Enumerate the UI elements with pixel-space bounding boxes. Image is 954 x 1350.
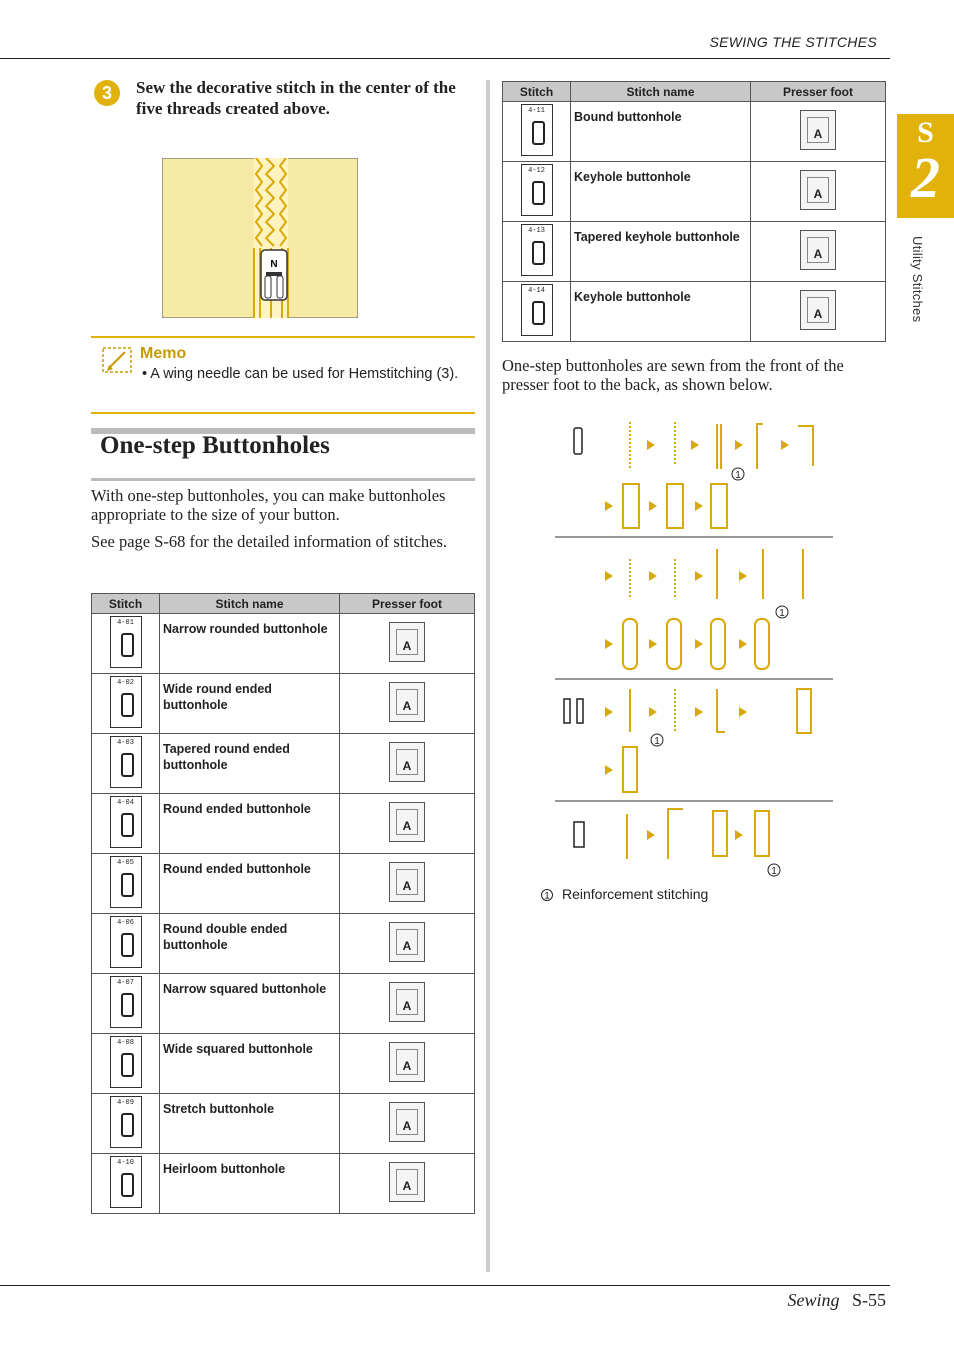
memo-pencil-icon (101, 346, 133, 374)
presser-foot-letter: A (813, 307, 823, 321)
memo-text: • A wing needle can be used for Hemstitching (3). (142, 366, 459, 382)
stitch-cell (503, 102, 571, 162)
stitch-code: 4-09 (117, 1099, 134, 1107)
stitch-name: Round ended buttonhole (160, 794, 340, 854)
presser-foot-letter: A (813, 127, 823, 141)
table-row (92, 674, 475, 734)
table-row (503, 162, 886, 222)
stitch-name: Wide round ended buttonhole (160, 674, 340, 734)
header-rule (0, 58, 890, 59)
table-row (92, 1034, 475, 1094)
stitch-code: 4-02 (117, 679, 134, 687)
presser-foot-icon (800, 230, 836, 270)
stitch-cell (92, 1094, 160, 1154)
presser-foot-cell (340, 794, 475, 854)
chapter-number: 2 (911, 145, 940, 210)
stitch-code: 4-12 (528, 167, 545, 175)
reference-paragraph: See page S-68 for the detailed information of stitches. (91, 532, 448, 551)
presser-foot-cell (340, 1034, 475, 1094)
stitch-code: 4-11 (528, 107, 545, 115)
hemstitch-illustration (162, 158, 358, 318)
stitch-pattern-icon (110, 916, 142, 968)
legend-number-badge (540, 888, 554, 902)
page-footer (787, 1290, 886, 1311)
stitch-cell (92, 914, 160, 974)
stitch-pattern-icon (110, 1156, 142, 1208)
presser-foot-letter: A (402, 699, 412, 713)
presser-foot-icon (389, 742, 425, 782)
presser-foot-cell (340, 1154, 475, 1214)
buttonhole-shape-icon (532, 241, 545, 265)
stitch-cell (503, 282, 571, 342)
presser-foot-icon (389, 682, 425, 722)
section-title: One-step Buttonholes (100, 432, 330, 459)
stitch-pattern-icon (110, 736, 142, 788)
presser-foot-icon (389, 1102, 425, 1142)
col-name-header: Stitch name (160, 594, 340, 614)
table-row (92, 974, 475, 1034)
stitch-code: 4-10 (117, 1159, 134, 1167)
table-row (503, 222, 886, 282)
presser-foot-cell (340, 974, 475, 1034)
stitch-pattern-icon (110, 1036, 142, 1088)
page-number: S-55 (851, 1290, 886, 1310)
presser-foot-cell (340, 674, 475, 734)
stitch-pattern-icon (110, 856, 142, 908)
stitch-name: Keyhole buttonhole (571, 282, 751, 342)
stitch-name: Round ended buttonhole (160, 854, 340, 914)
stitch-pattern-icon (521, 284, 553, 336)
buttonhole-shape-icon (121, 1173, 134, 1197)
buttonhole-shape-icon (121, 693, 134, 717)
stitch-name: Tapered round ended buttonhole (160, 734, 340, 794)
presser-foot-letter: A (813, 247, 823, 261)
presser-foot-cell (751, 222, 886, 282)
presser-foot-icon (389, 1042, 425, 1082)
presser-foot-icon (389, 622, 425, 662)
step-instruction: Sew the decorative stitch in the center of the five threads created above. (136, 78, 456, 118)
presser-foot-icon (800, 170, 836, 210)
stitch-pattern-icon (110, 676, 142, 728)
table-row (92, 1094, 475, 1154)
stitch-pattern-icon (110, 1096, 142, 1148)
stitch-cell (92, 1034, 160, 1094)
table-row (92, 914, 475, 974)
presser-foot-icon (389, 982, 425, 1022)
stitch-cell (92, 974, 160, 1034)
stitch-cell (92, 734, 160, 794)
stitch-pattern-icon (110, 796, 142, 848)
presser-foot-cell (751, 102, 886, 162)
presser-foot-letter: A (402, 1179, 412, 1193)
stitch-code: 4-08 (117, 1039, 134, 1047)
presser-foot-cell (340, 734, 475, 794)
step-foot-letter: N (270, 259, 278, 270)
stitch-code: 4-03 (117, 739, 134, 747)
presser-foot-icon (389, 862, 425, 902)
col-stitch-header: Stitch (92, 594, 160, 614)
presser-foot-cell (340, 854, 475, 914)
presser-foot-cell (751, 162, 886, 222)
stitch-cell (503, 162, 571, 222)
buttonhole-shape-icon (532, 181, 545, 205)
presser-foot-letter: A (402, 819, 412, 833)
stitch-cell (92, 1154, 160, 1214)
presser-foot-letter: A (402, 879, 412, 893)
buttonhole-shape-icon (121, 753, 134, 777)
intro-paragraph: With one-step buttonholes, you can make buttonholes appropriate to the size of your button. (91, 486, 446, 524)
presser-foot-cell (340, 1094, 475, 1154)
presser-foot-letter: A (402, 939, 412, 953)
legend-text: Reinforcement stitching (562, 886, 709, 902)
callout-number: 1 (654, 736, 660, 747)
stitch-name: Keyhole buttonhole (571, 162, 751, 222)
callout-number: 1 (771, 866, 777, 877)
presser-foot-letter: A (402, 639, 412, 653)
stitch-name: Narrow squared buttonhole (160, 974, 340, 1034)
stitch-pattern-icon (110, 616, 142, 668)
col-foot-header: Presser foot (340, 594, 475, 614)
presser-foot-letter: A (402, 1119, 412, 1133)
presser-foot-letter: A (813, 187, 823, 201)
stitch-pattern-icon (521, 104, 553, 156)
presser-foot-icon (389, 802, 425, 842)
buttonhole-shape-icon (121, 993, 134, 1017)
chapter-letter: S (917, 116, 934, 149)
table-row (503, 102, 886, 162)
buttonhole-shape-icon (121, 873, 134, 897)
col-name-header: Stitch name (571, 82, 751, 102)
stitch-cell (92, 854, 160, 914)
stitch-name: Heirloom buttonhole (160, 1154, 340, 1214)
presser-foot-letter: A (402, 1059, 412, 1073)
table-row (92, 854, 475, 914)
buttonhole-shape-icon (121, 813, 134, 837)
stitch-code: 4-05 (117, 859, 134, 867)
memo-title: Memo (140, 345, 187, 362)
buttonhole-shape-icon (121, 933, 134, 957)
buttonhole-table-right (502, 81, 886, 342)
stitch-name: Stretch buttonhole (160, 1094, 340, 1154)
table-row (92, 794, 475, 854)
buttonhole-shape-icon (121, 1113, 134, 1137)
footer-section: Sewing (787, 1290, 840, 1310)
col-stitch-header: Stitch (503, 82, 571, 102)
table-row (92, 734, 475, 794)
stitch-cell (92, 614, 160, 674)
svg-text:1: 1 (544, 890, 550, 901)
stitch-code: 4-01 (117, 619, 134, 627)
buttonhole-sequence-diagram (555, 414, 835, 884)
presser-foot-icon (389, 922, 425, 962)
presser-foot-icon (800, 110, 836, 150)
stitch-cell (92, 674, 160, 734)
presser-foot-letter: A (402, 759, 412, 773)
stitch-pattern-icon (521, 164, 553, 216)
stitch-code: 4-04 (117, 799, 134, 807)
buttonhole-shape-icon (532, 121, 545, 145)
stitch-name: Tapered keyhole buttonhole (571, 222, 751, 282)
stitch-name: Bound buttonhole (571, 102, 751, 162)
callout-number: 1 (735, 470, 741, 481)
presser-foot-cell (340, 614, 475, 674)
stitch-code: 4-14 (528, 287, 545, 295)
running-head: SEWING THE STITCHES (709, 34, 877, 50)
stitch-code: 4-13 (528, 227, 545, 235)
buttonhole-shape-icon (121, 1053, 134, 1077)
callout-number: 1 (779, 608, 785, 619)
step-number-badge: 3 (94, 80, 120, 106)
buttonhole-shape-icon (532, 301, 545, 325)
presser-foot-cell (340, 914, 475, 974)
buttonhole-shape-icon (121, 633, 134, 657)
presser-foot-letter: A (402, 999, 412, 1013)
stitch-code: 4-06 (117, 919, 134, 927)
stitch-pattern-icon (110, 976, 142, 1028)
stitch-pattern-icon (521, 224, 553, 276)
presser-foot-icon (800, 290, 836, 330)
stitch-cell (92, 794, 160, 854)
column-divider (486, 80, 490, 1272)
buttonhole-table-left (91, 593, 475, 1214)
stitch-name: Wide squared buttonhole (160, 1034, 340, 1094)
chapter-tab (897, 114, 954, 218)
presser-foot-icon (389, 1162, 425, 1202)
stitch-name: Narrow rounded buttonhole (160, 614, 340, 674)
stitch-cell (503, 222, 571, 282)
table-row (92, 1154, 475, 1214)
footer-rule (0, 1285, 890, 1286)
col-foot-header: Presser foot (751, 82, 886, 102)
stitch-name: Round double ended buttonhole (160, 914, 340, 974)
table-row (92, 614, 475, 674)
sewing-direction-paragraph: One-step buttonholes are sewn from the front of the presser foot to the back, as shown below. (502, 356, 844, 394)
stitch-code: 4-07 (117, 979, 134, 987)
presser-foot-cell (751, 282, 886, 342)
table-row (503, 282, 886, 342)
chapter-side-label: Utility Stitches (910, 236, 925, 323)
